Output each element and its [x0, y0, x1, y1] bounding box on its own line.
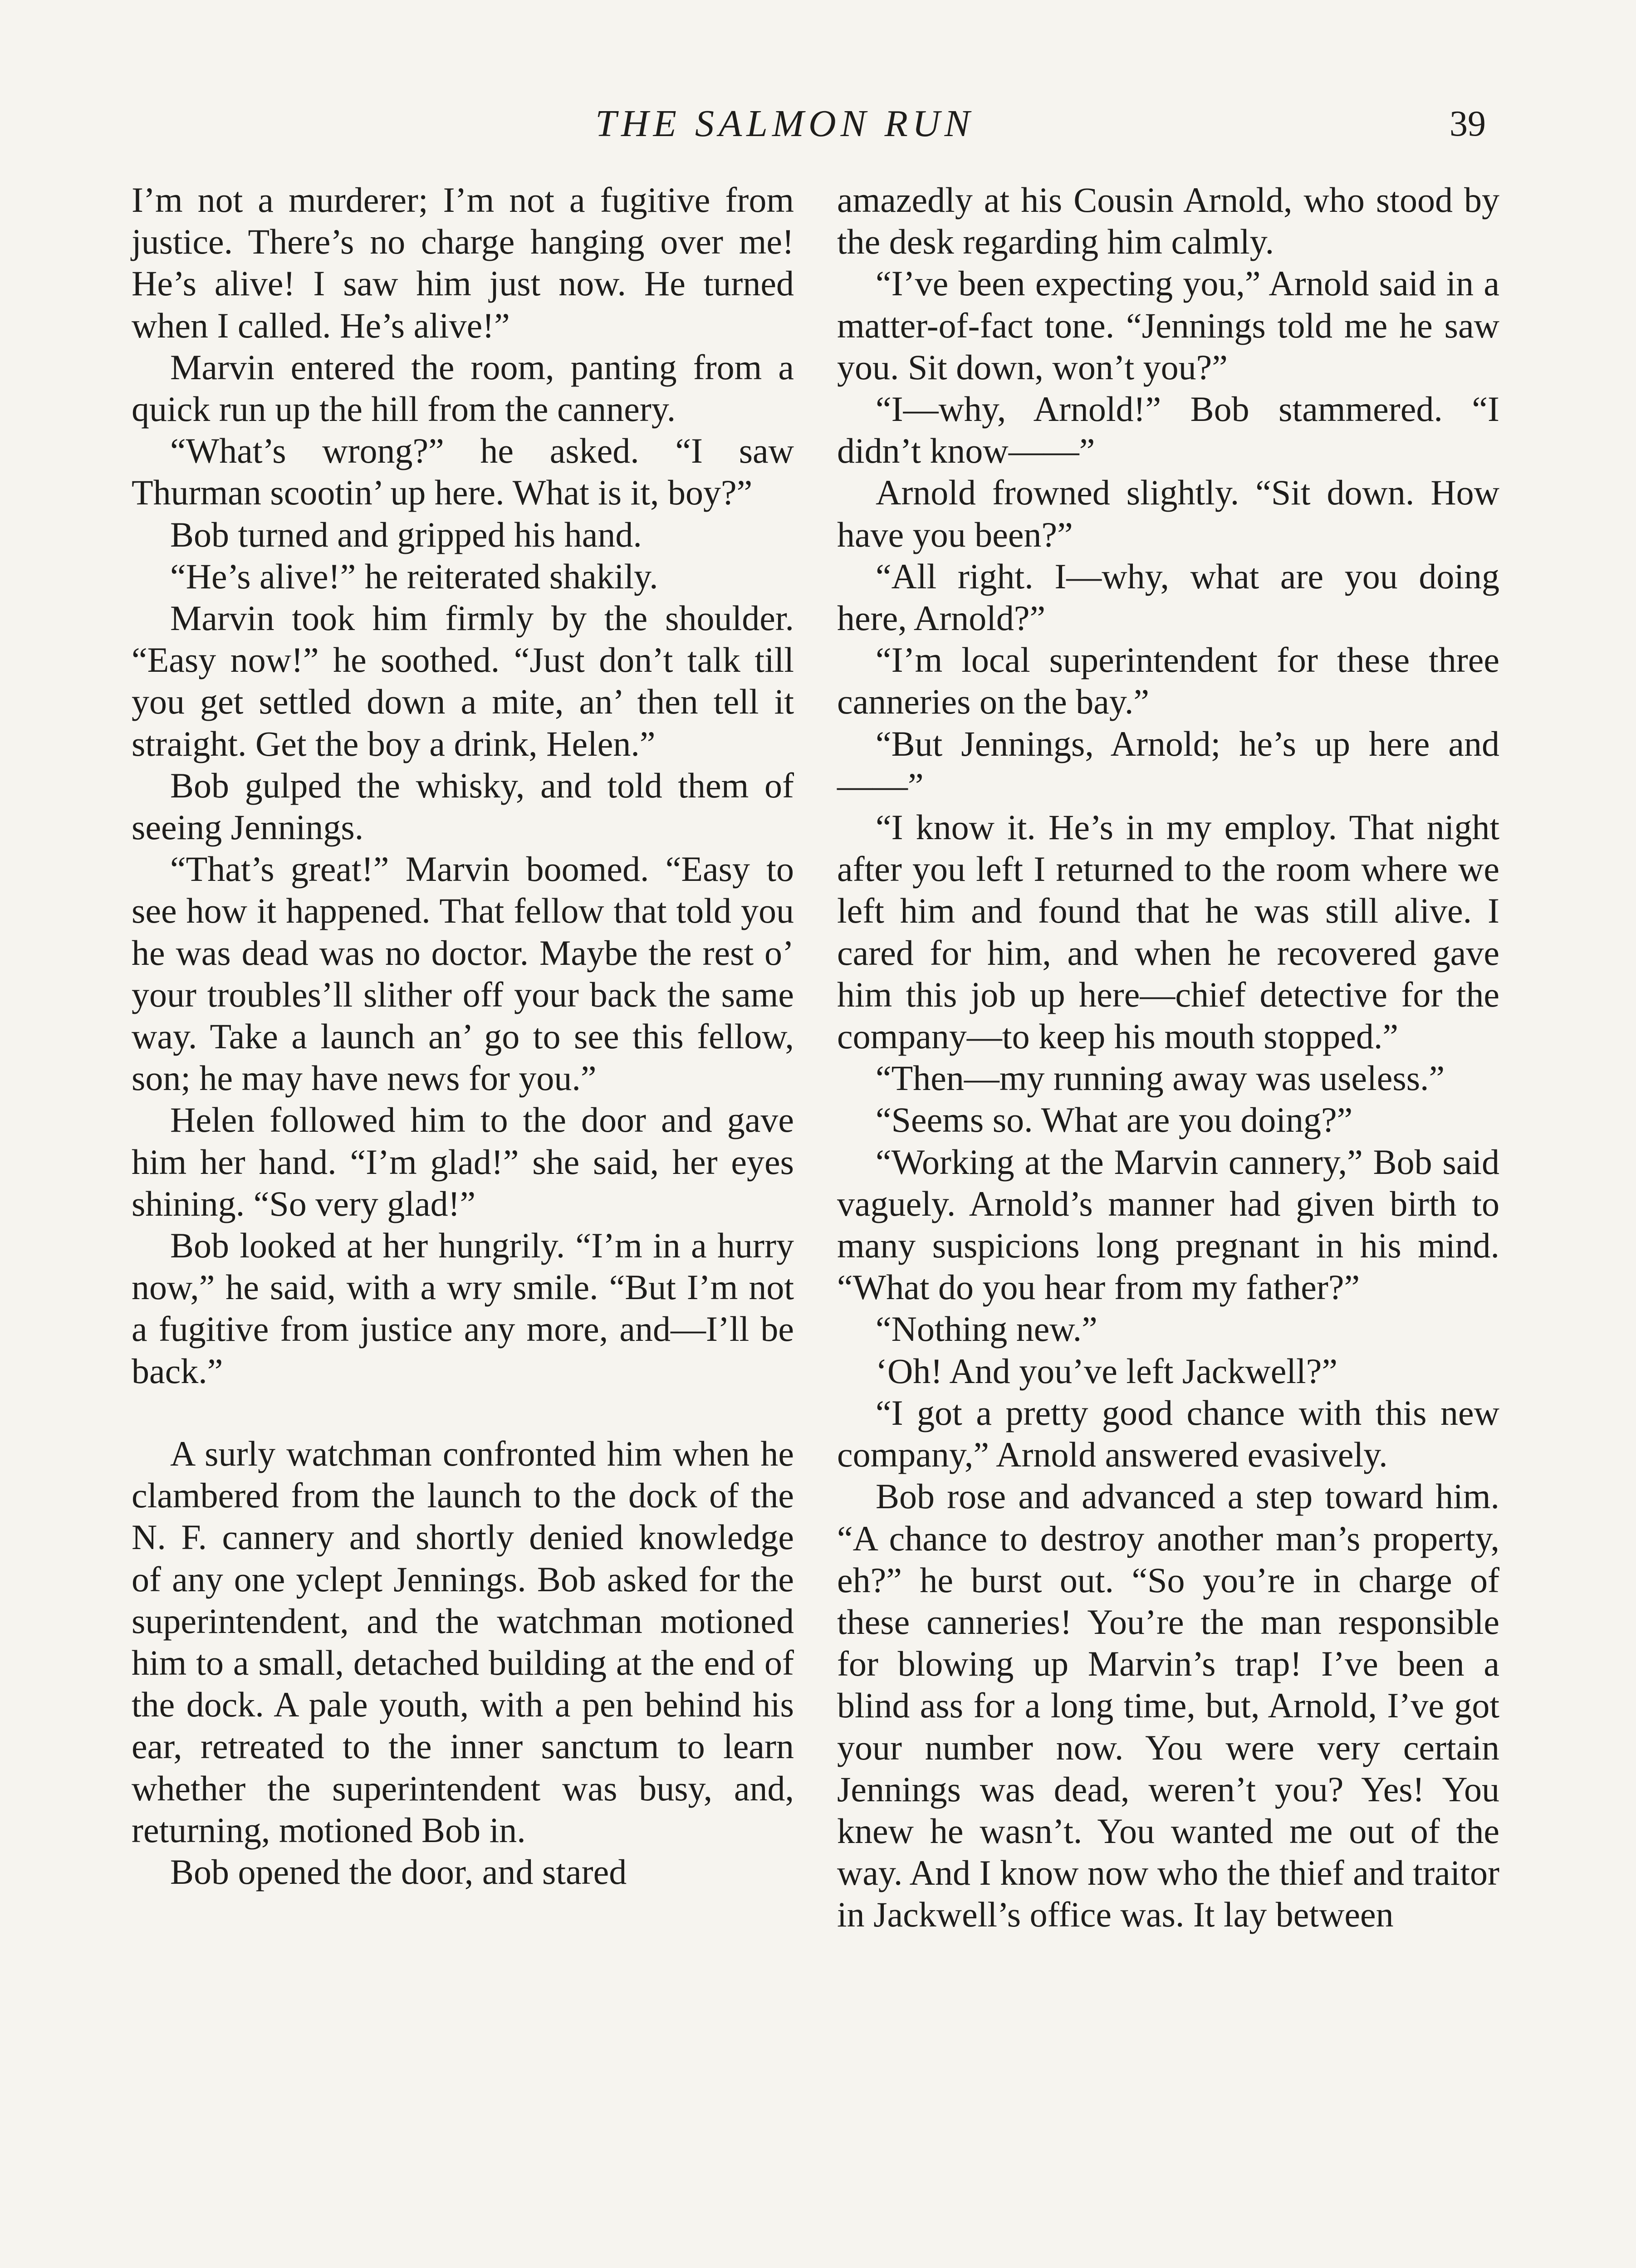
paragraph: Marvin entered the room, panting from a quick run up the hill from the cannery.	[132, 347, 794, 429]
paragraph: Bob turned and gripped his hand.	[170, 514, 642, 554]
left-column	[132, 179, 794, 1893]
paragraph: “Then—my running away was useless.”	[876, 1058, 1445, 1098]
paragraph: “All right. I—why, what are you doing here, Arnold?”	[837, 556, 1499, 638]
paragraph: “Seems so. What are you doing?”	[876, 1100, 1353, 1140]
paragraph: “I’ve been expecting you,” Arnold said in a matter-of-fact tone. “Jennings told me he saw you. Sit down, won’t you?”	[837, 264, 1499, 387]
paragraph: “Working at the Marvin cannery,” Bob said vaguely. Arnold’s manner had given birth to many suspicions long pregnant in his mind. “What do you hear from my father?”	[837, 1142, 1499, 1307]
paragraph: “I got a pretty good chance with this new company,” Arnold answered evasively.	[837, 1393, 1499, 1475]
paragraph: “That’s great!” Marvin boomed. “Easy to see how it happened. That fellow that told you he was dead was no doctor. Maybe the rest o’ your troubles’ll slither off your back the same way. Take a launch an’ go to see this fellow, son; he may have news for you.”	[132, 849, 794, 1098]
paragraph: amazedly at his Cousin Arnold, who stood by the desk regarding him calmly.	[837, 180, 1499, 262]
paragraph: Arnold frowned slightly. “Sit down. How have you been?”	[837, 473, 1499, 554]
running-title: THE SALMON RUN	[595, 103, 975, 145]
paragraph: Bob gulped the whisky, and told them of seeing Jennings.	[132, 765, 794, 847]
paragraph: “He’s alive!” he reiterated shakily.	[170, 556, 658, 596]
paragraph: Helen followed him to the door and gave him her hand. “I’m glad!” she said, her eyes shining. “So very glad!”	[132, 1100, 794, 1223]
right-column	[837, 179, 1499, 1936]
paragraph: “Nothing new.”	[876, 1309, 1097, 1349]
paragraph: “I’m local superintendent for these three canneries on the bay.”	[837, 640, 1499, 722]
paragraph: “What’s wrong?” he asked. “I saw Thurman scootin’ up here. What is it, boy?”	[132, 431, 794, 513]
page-number: 39	[1450, 104, 1486, 144]
paragraph: A surly watchman confronted him when he clambered from the launch to the dock of the N. F. cannery and shortly denied knowledge of any one yclept Jennings. Bob asked for the superintendent, and the watchman motioned him to a small, detached building at the end of the dock. A pale youth, with a pen behind his ear, retreated to the inner sanctum to learn whether the superintendent was busy, and, returning, motioned Bob in.	[132, 1433, 794, 1850]
page-header	[0, 99, 1636, 149]
paragraph: Bob opened the door, and stared	[170, 1852, 627, 1892]
paragraph: ‘Oh! And you’ve left Jackwell?”	[876, 1351, 1337, 1391]
paragraph: “I—why, Arnold!” Bob stammered. “I didn’t know——”	[837, 389, 1499, 471]
paragraph: “I know it. He’s in my employ. That night after you left I returned to the room where we left him and found that he was still alive. I cared for him, and when he recovered gave him this job up here—chief detective for the company—to keep his mouth stopped.”	[837, 807, 1499, 1056]
paragraph: Marvin took him firmly by the shoulder. “Easy now!” he soothed. “Just don’t talk till you get settled down a mite, an’ then tell it straight. Get the boy a drink, Helen.”	[132, 598, 794, 763]
paragraph: Bob rose and advanced a step toward him. “A chance to destroy another man’s property, eh?” he burst out. “So you’re in charge of these canneries! You’re the man responsible for blowing up Marvin’s trap! I’ve been a blind ass for a long time, but, Arnold, I’ve got your number now. You were very certain Jennings was dead, weren’t you? Yes! You knew he wasn’t. You wanted me out of the way. And I know now who the thief and traitor in Jackwell’s office was. It lay between	[837, 1476, 1499, 1935]
paragraph: “But Jennings, Arnold; he’s up here and——”	[837, 723, 1499, 805]
paragraph: Bob looked at her hungrily. “I’m in a hurry now,” he said, with a wry smile. “But I’m not a fugitive from justice any more, and—I’ll be back.”	[132, 1226, 794, 1391]
paragraph: I’m not a murderer; I’m not a fugitive from justice. There’s no charge hanging over me! He’s alive! I saw him just now. He turned when I called. He’s alive!”	[132, 180, 794, 345]
